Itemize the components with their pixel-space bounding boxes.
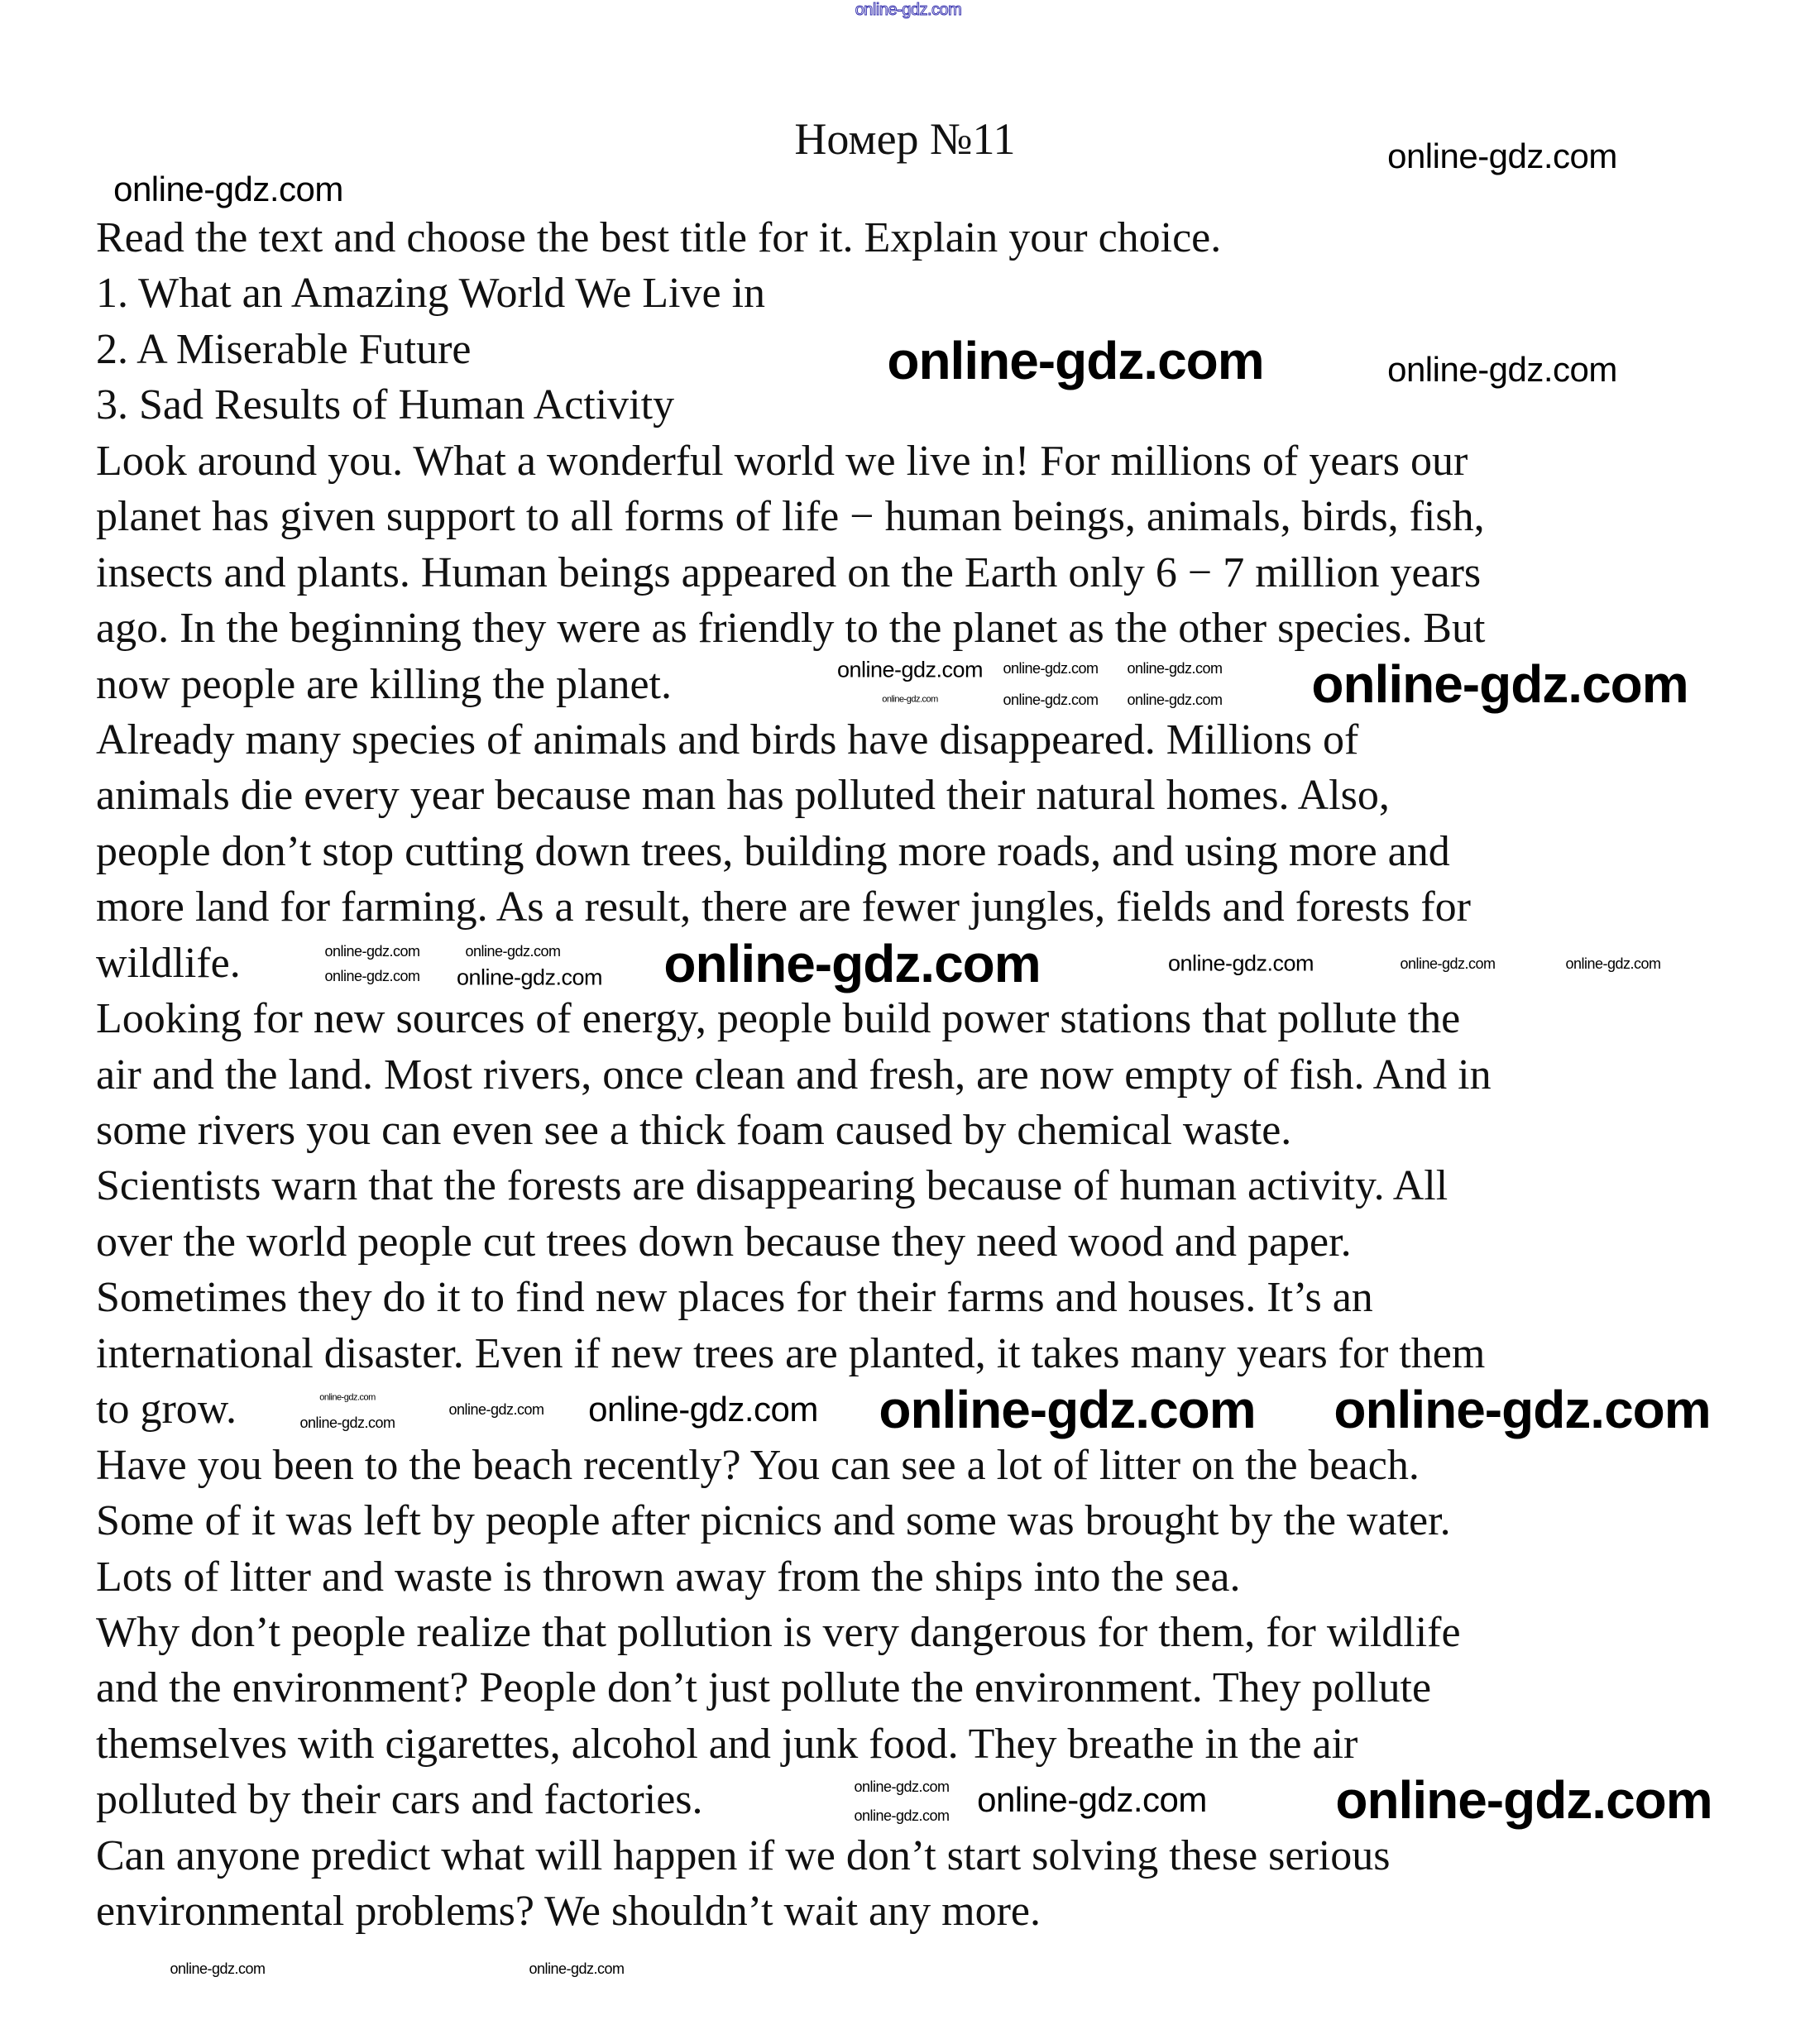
watermark: online-gdz.com [1387,136,1617,175]
watermark: online-gdz.com [588,1390,818,1429]
watermark: online-gdz.com [324,943,420,960]
watermark: online-gdz.com [1167,950,1314,976]
text-line: and the environment? People don’t just pollute the environment. They pollute [96,1664,1432,1712]
title-option: 1. What an Amazing World We Live in [96,270,766,318]
watermark: online-gdz.com [456,965,603,990]
watermark: online-gdz.com [887,331,1264,390]
watermark: online-gdz.com [854,1778,950,1795]
text-line: themselves with cigarettes, alcohol and junk food. They breathe in the air [96,1720,1358,1768]
watermark: online-gdz.com [977,1780,1207,1819]
text-line: to grow. [96,1386,237,1434]
text-line: now people are killing the planet. [96,660,673,708]
document-body [96,210,1492,1940]
title-option: 2. A Miserable Future [96,325,472,373]
text-line: Looking for new sources of energy, people build power stations that pollute the [96,995,1461,1043]
text-line: people don’t stop cutting down trees, building more roads, and using more and [96,827,1450,875]
watermark: online-gdz.com [299,1415,395,1431]
watermark: online-gdz.com [1387,350,1617,389]
watermark: online-gdz.com [448,1401,544,1418]
text-line: Some of it was left by people after picnics and some was brought by the water. [96,1497,1451,1545]
text-line: environmental problems? We shouldn’t wait any more. [96,1888,1041,1936]
watermark: online-gdz.com [113,170,343,208]
watermark: online-gdz.com [1400,955,1496,972]
text-line: air and the land. Most rivers, once clean and fresh, are now empty of fish. And in [96,1051,1492,1099]
watermark: online-gdz.com [1003,692,1099,708]
watermark: online-gdz.com [1311,654,1688,714]
watermark: online-gdz.com [1003,660,1099,677]
text-line: ago. In the beginning they were as friendly to the planet as the other species. But [96,605,1486,653]
watermark: online-gdz.com [879,1380,1256,1439]
watermark: online-gdz.com [836,657,984,682]
text-line: international disaster. Even if new trees are planted, it takes many years for them [96,1329,1486,1377]
text-line: Look around you. What a wonderful world we live in! For millions of years our [96,437,1468,485]
watermark: online-gdz.com [1127,692,1223,708]
watermark: online-gdz.com [529,1960,625,1977]
watermark: online-gdz.com [319,1392,376,1403]
text-line: insects and plants. Human beings appeared on the Earth only 6 − 7 million years [96,548,1482,596]
text-line: planet has given support to all forms of life − human beings, animals, birds, fish, [96,493,1485,541]
task-instruction: Read the text and choose the best title for it. Explain your choice. [96,214,1222,261]
text-line: Scientists warn that the forests are disappearing because of human activity. All [96,1162,1448,1210]
watermark: online-gdz.com [855,1,962,19]
page-title [794,106,1015,172]
watermark: online-gdz.com [663,934,1041,993]
text-line: some rivers you can even see a thick foam caused by chemical waste. [96,1107,1292,1154]
watermark: online-gdz.com [854,1807,950,1824]
watermark: online-gdz.com [170,1960,266,1977]
watermark: online-gdz.com [324,968,420,984]
text-line: wildlife. [96,939,241,987]
text-line: Why don’t people realize that pollution is very dangerous for them, for wildlife [96,1608,1461,1656]
text-line: over the world people cut trees down because they need wood and paper. [96,1218,1352,1266]
text-line: animals die every year because man has polluted their natural homes. Also, [96,772,1390,820]
text-line: more land for farming. As a result, there are fewer jungles, fields and forests for [96,883,1471,931]
text-line: Sometimes they do it to find new places for their farms and houses. It’s an [96,1274,1373,1322]
text-line: Already many species of animals and birds have disappeared. Millions of [96,716,1359,764]
text-line: Have you been to the beach recently? You can see a lot of litter on the beach. [96,1441,1420,1489]
watermark: online-gdz.com [1565,955,1661,972]
watermark: online-gdz.com [882,694,938,705]
page-title-text: Номер №11 [794,114,1016,164]
watermark: online-gdz.com [1127,660,1223,677]
watermark: online-gdz.com [1334,1380,1711,1439]
text-line: Can anyone predict what will happen if we don’t start solving these serious [96,1831,1391,1879]
title-option: 3. Sad Results of Human Activity [96,381,675,429]
text-line: polluted by their cars and factories. [96,1776,703,1824]
watermark: online-gdz.com [1335,1770,1712,1830]
text-line: Lots of litter and waste is thrown away from the ships into the sea. [96,1553,1241,1601]
watermark: online-gdz.com [465,943,561,960]
